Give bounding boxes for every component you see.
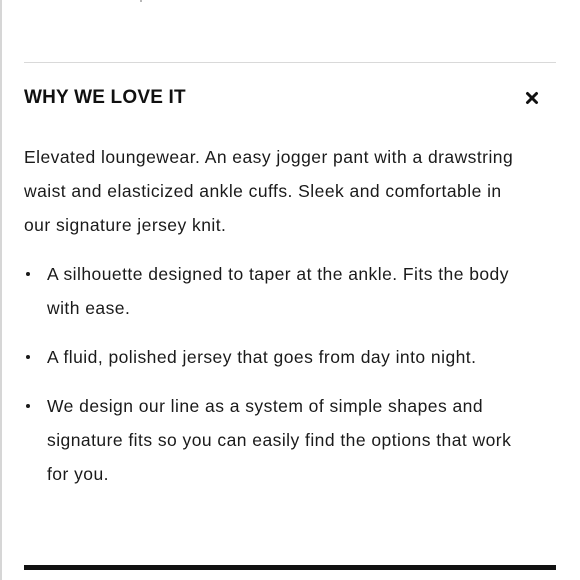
section-divider xyxy=(24,62,556,63)
feature-list-item xyxy=(24,340,524,374)
feature-text: We design our line as a system of simple shapes and signature fits so you can easily find the options that work for you. xyxy=(47,396,512,484)
close-button[interactable] xyxy=(522,88,542,108)
feature-list-item xyxy=(24,389,524,491)
feature-list xyxy=(24,257,524,491)
bottom-rule xyxy=(24,565,556,570)
bullet-icon xyxy=(26,355,30,359)
accordion-header[interactable] xyxy=(24,84,556,114)
top-cutoff-mark xyxy=(140,0,142,2)
bullet-icon xyxy=(26,404,30,408)
left-edge-border xyxy=(0,0,2,580)
feature-text: A silhouette designed to taper at the ankle. Fits the body with ease. xyxy=(47,264,509,318)
bullet-icon xyxy=(26,272,30,276)
close-x-icon xyxy=(525,91,539,105)
product-description: Elevated loungewear. An easy jogger pant with a drawstring waist and elasticized ankle cuffs. Sleek and comfortable in our signature jersey knit. xyxy=(24,147,514,235)
accordion-content xyxy=(24,140,524,506)
feature-list-item xyxy=(24,257,524,325)
section-title: WHY WE LOVE IT xyxy=(24,87,186,108)
feature-text: A fluid, polished jersey that goes from day into night. xyxy=(47,347,477,367)
